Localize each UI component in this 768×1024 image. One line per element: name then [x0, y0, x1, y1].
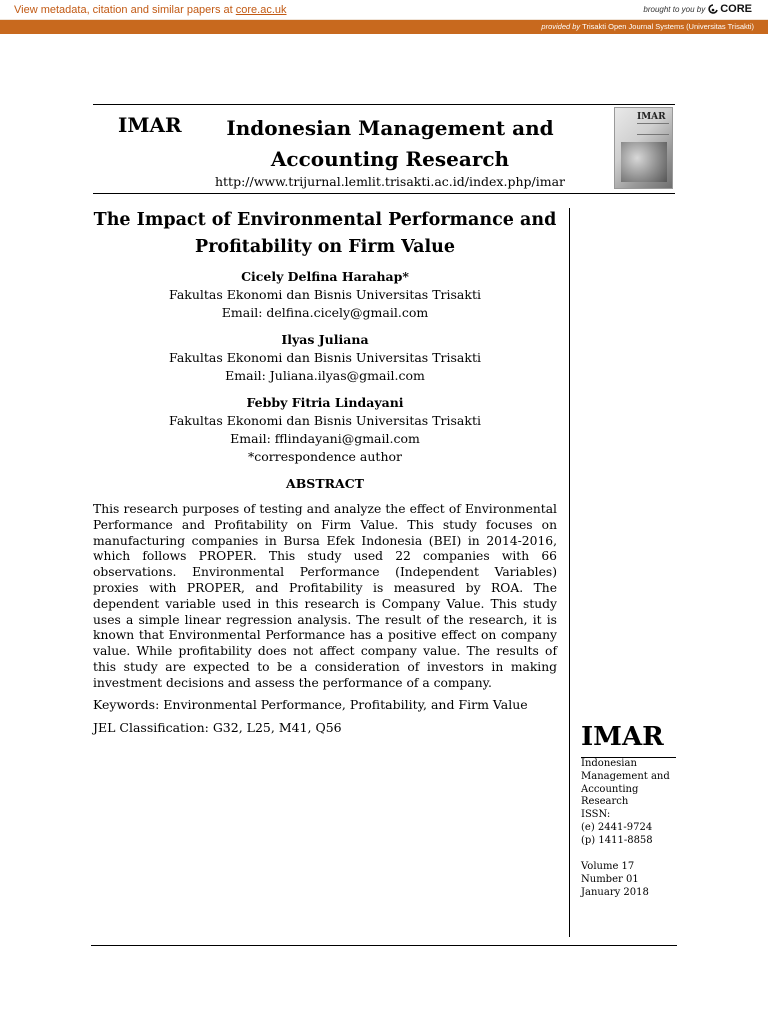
- core-brought-by: [643, 3, 752, 15]
- author-affiliation: Fakultas Ekonomi dan Bisnis Universitas Trisakti: [169, 413, 481, 428]
- abstract-heading: ABSTRACT: [286, 476, 364, 491]
- side-number: Number 01: [581, 873, 639, 885]
- abstract-text: This research purposes of testing and analyze the effect of Environmental Performance and Profitability on Firm Value. This study focuses on manufacturing companies in Bursa Efek Indonesia (BEI) in 2014-2016, which follows PROPER. This study used 22 companies with 66 observations. Environmental Performance (Independent Variables) proxies with PROPER, and Profitability is measured by ROA. The dependent variable used in this research is Company Value. This study uses a simple linear regression analysis. The result of the research, it is known that Environmental Performance has a positive effect on company value. While profitability does not affect company value. The results of this study are expected to be a consideration of investors in making investment decisions and assess the performance of a company.: [93, 502, 557, 690]
- journal-abbreviation: IMAR: [118, 113, 182, 137]
- journal-cover-image: [614, 107, 673, 189]
- author-email: Email: Juliana.ilyas@gmail.com: [225, 368, 425, 383]
- side-issue-info: [581, 861, 649, 899]
- side-info-line: Research: [581, 796, 629, 808]
- side-issn-electronic: (e) 2441-9724: [581, 821, 653, 833]
- correspondence-note: *correspondence author: [247, 449, 403, 464]
- cover-photo: [621, 142, 667, 182]
- core-provider-name: Trisakti Open Journal Systems (Universitas Trisakti): [582, 22, 754, 31]
- author-block: [93, 394, 557, 466]
- author-name: Febby Fitria Lindayani: [246, 395, 404, 410]
- jel-classification: JEL Classification: G32, L25, M41, Q56: [93, 720, 342, 735]
- footer-rule: [91, 945, 677, 946]
- core-logo[interactable]: [708, 3, 752, 15]
- core-logo-label: CORE: [720, 3, 752, 15]
- author-block: [93, 331, 557, 385]
- core-metadata-prefix: View metadata, citation and similar papers at: [14, 4, 233, 16]
- author-affiliation: Fakultas Ekonomi dan Bisnis Universitas Trisakti: [169, 350, 481, 365]
- keywords: Keywords: Environmental Performance, Profitability, and Firm Value: [93, 697, 528, 712]
- side-info-line: Management and: [581, 770, 670, 782]
- core-link[interactable]: core.ac.uk: [235, 4, 287, 16]
- side-issn-label: ISSN:: [581, 809, 611, 821]
- cover-lines: [637, 123, 669, 135]
- core-logo-icon: [708, 4, 718, 15]
- author-affiliation: Fakultas Ekonomi dan Bisnis Universitas Trisakti: [169, 287, 481, 302]
- author-email: Email: delfina.cicely@gmail.com: [221, 305, 429, 320]
- side-journal-info: [581, 758, 670, 848]
- core-provided-prefix: provided by: [541, 22, 581, 31]
- journal-title: [220, 113, 560, 175]
- header-bottom-rule: [93, 193, 675, 194]
- side-issn-print: (p) 1411-8858: [581, 834, 653, 846]
- author-name: Ilyas Juliana: [281, 332, 369, 347]
- side-date: January 2018: [581, 886, 649, 898]
- side-info-line: Indonesian: [581, 758, 637, 769]
- header-top-rule: [93, 104, 675, 105]
- core-provided-by: [541, 22, 754, 31]
- article-title: [93, 207, 557, 261]
- journal-title-line-1: Indonesian Management and: [226, 116, 554, 140]
- article-title-line-2: Profitability on Firm Value: [195, 237, 455, 257]
- cover-title: IMAR: [637, 112, 666, 122]
- article-title-line-1: The Impact of Environmental Performance and: [93, 210, 557, 230]
- author-block: [93, 268, 557, 322]
- side-journal-abbreviation: IMAR: [581, 722, 664, 752]
- side-info-line: Accounting: [581, 783, 639, 795]
- core-metadata-text: [14, 4, 287, 16]
- core-banner: [0, 0, 768, 20]
- journal-url[interactable]: http://www.trijurnal.lemlit.trisakti.ac.id/index.php/imar: [214, 174, 566, 189]
- core-provider-bar: [0, 20, 768, 34]
- journal-title-line-2: Accounting Research: [270, 147, 510, 171]
- side-divider: [569, 208, 570, 937]
- core-brought-text: brought to you by: [643, 4, 706, 14]
- side-volume: Volume 17: [581, 861, 635, 872]
- author-email: Email: fflindayani@gmail.com: [230, 431, 420, 446]
- author-name: Cicely Delfina Harahap*: [241, 269, 409, 284]
